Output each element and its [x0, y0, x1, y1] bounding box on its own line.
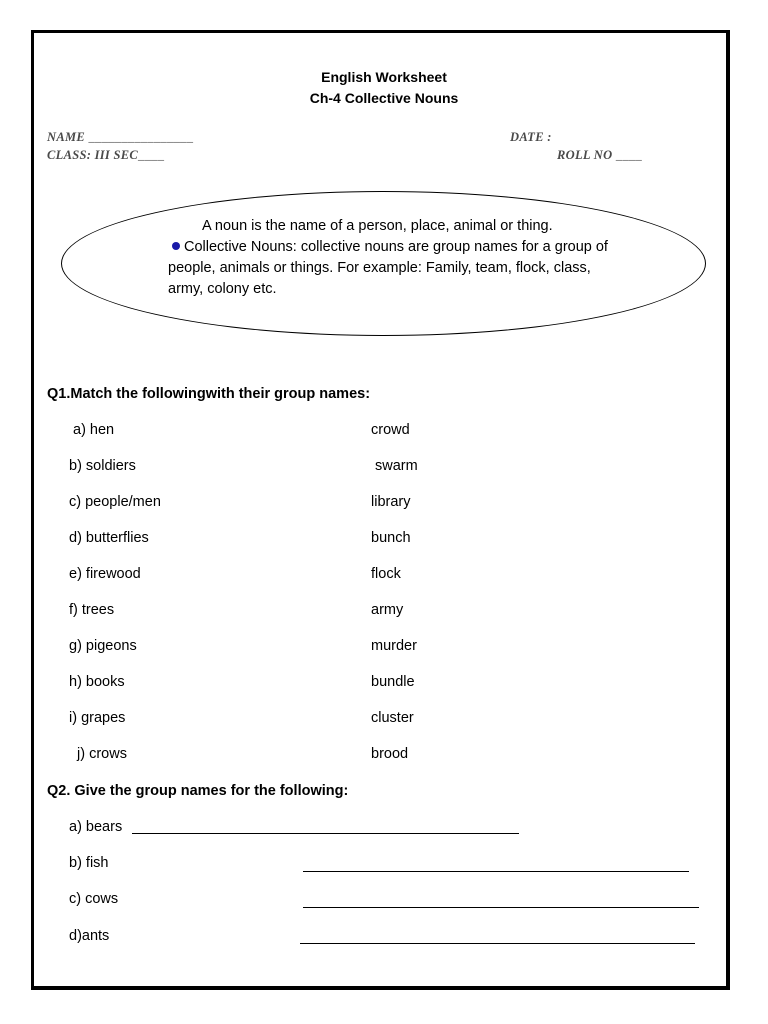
- worksheet-title: English Worksheet: [321, 69, 447, 85]
- q1-left-item: d) butterflies: [69, 530, 149, 546]
- worksheet-subtitle: Ch-4 Collective Nouns: [309, 90, 459, 106]
- q1-right-item: army: [371, 602, 404, 618]
- q1-right-item: bundle: [371, 674, 415, 690]
- name-field: [47, 130, 193, 145]
- q1-right-item: brood: [371, 746, 409, 762]
- q1-left-item: e) firewood: [69, 566, 141, 582]
- q2-item: b) fish: [69, 855, 109, 871]
- q1-right-item: crowd: [371, 422, 410, 438]
- definition-line-2: Collective Nouns: collective nouns are group names for a group of people, animals or things. For example: Family, team, flock, class, army, colony etc.: [168, 239, 608, 297]
- q2-heading: Q2. Give the group names for the following:: [47, 783, 349, 799]
- q1-left-item: g) pigeons: [69, 638, 137, 654]
- page-border: [31, 30, 730, 990]
- class-label: CLASS: III SEC: [47, 148, 139, 162]
- q1-right-item: murder: [371, 638, 417, 654]
- q2-item: d)ants: [69, 928, 110, 944]
- bullet-icon: [172, 242, 180, 250]
- answer-line[interactable]: [300, 943, 695, 944]
- definition-text: [168, 216, 618, 300]
- name-label: NAME: [47, 130, 86, 144]
- answer-line[interactable]: [303, 871, 689, 872]
- q1-right-item: bunch: [371, 530, 411, 546]
- class-field: [47, 148, 164, 163]
- q1-left-item: f) trees: [69, 602, 115, 618]
- date-label: DATE :: [510, 130, 552, 144]
- name-blank: ________________: [88, 130, 194, 144]
- q1-right-item: cluster: [371, 710, 414, 726]
- answer-line[interactable]: [132, 833, 519, 834]
- q1-right-item: library: [371, 494, 411, 510]
- roll-blank: ____: [615, 148, 643, 162]
- q1-left-item: b) soldiers: [69, 458, 136, 474]
- q1-right-item: swarm: [375, 458, 418, 474]
- q1-heading: Q1.Match the followingwith their group names:: [47, 386, 371, 402]
- q1-left-item: h) books: [69, 674, 125, 690]
- q1-left-item: c) people/men: [69, 494, 161, 510]
- q1-right-item: flock: [371, 566, 401, 582]
- class-blank: ____: [138, 148, 165, 162]
- answer-line[interactable]: [303, 907, 699, 908]
- q2-item: a) bears: [69, 819, 123, 835]
- q1-left-item: a) hen: [73, 422, 115, 438]
- definition-line-1: A noun is the name of a person, place, animal or thing.: [202, 218, 553, 234]
- roll-field: [557, 148, 642, 163]
- q2-item: c) cows: [69, 891, 119, 907]
- q1-left-item: j) crows: [77, 746, 127, 762]
- roll-label: ROLL NO: [557, 148, 613, 162]
- q1-left-item: i) grapes: [69, 710, 126, 726]
